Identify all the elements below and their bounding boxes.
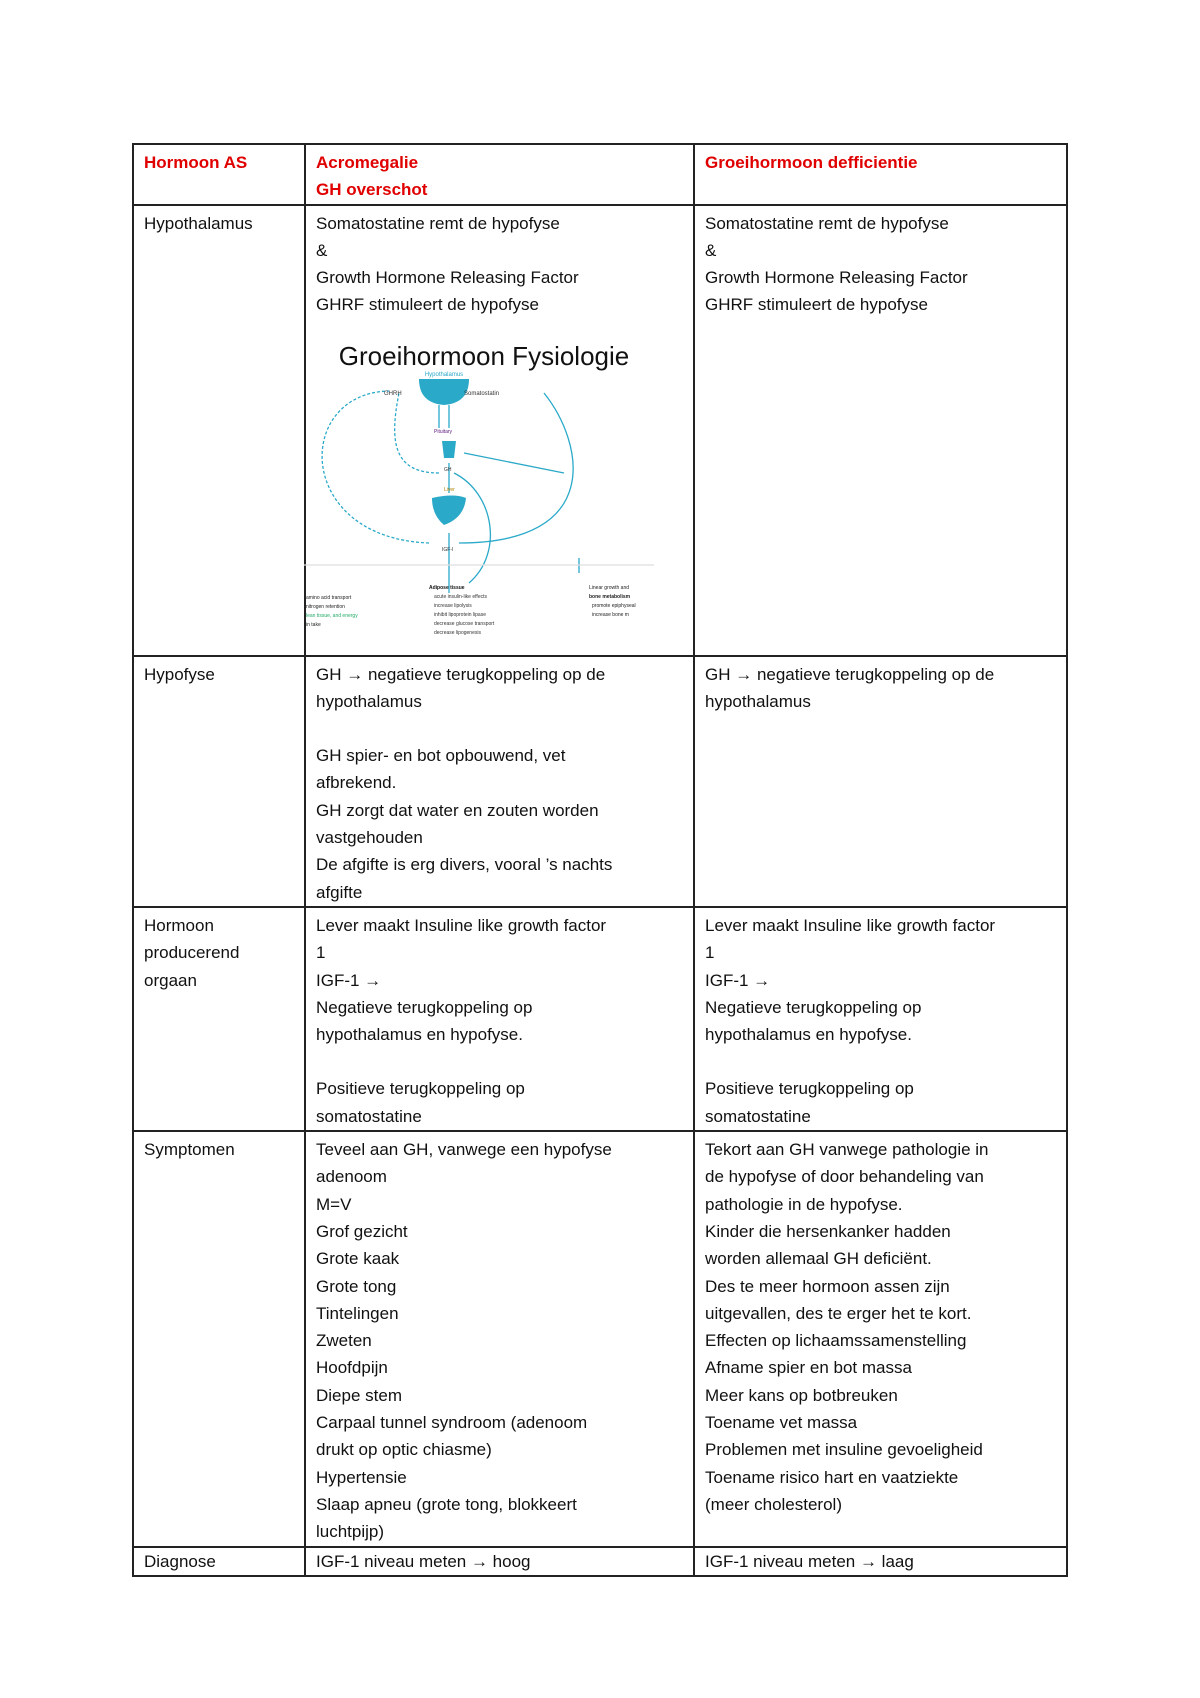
groeihormoon-fysiologie-diagram: [304, 333, 664, 645]
cell-line: Teveel aan GH, vanwege een hypofyse: [316, 1140, 612, 1160]
cell-line: hypothalamus: [316, 691, 422, 711]
cell-line: luchtpijp): [316, 1522, 385, 1542]
gh-label: GH: [444, 466, 452, 473]
cell-line: &: [705, 240, 717, 260]
header-gh-overschot: GH overschot: [316, 180, 428, 200]
svg-text:promote epiphyseal: promote epiphyseal: [592, 602, 636, 609]
cell-line: somatostatine: [705, 1106, 811, 1126]
cell-line: Slaap apneu (grote tong, blokkeert: [316, 1494, 577, 1514]
row-label: [133, 907, 305, 1131]
cell-line: GH → negatieve terugkoppeling op de: [705, 664, 995, 684]
deficientie-cell: [694, 1131, 1067, 1546]
cell-line: IGF-1 niveau meten → hoog: [316, 1551, 531, 1571]
left-effects: [306, 595, 358, 628]
igf-label: IGF-I: [442, 546, 454, 553]
cell-line: Growth Hormone Releasing Factor: [316, 268, 579, 288]
cell-line: GHRF stimuleert de hypofyse: [316, 295, 539, 315]
cell-line: Des te meer hormoon assen zijn: [705, 1276, 950, 1296]
hypothalamus-label: Hypothalamus: [424, 371, 464, 378]
svg-text:inhibit lipoprotein lipase: inhibit lipoprotein lipase: [434, 611, 486, 618]
table-row: [133, 656, 1067, 907]
cell-line: GH → negatieve terugkoppeling op de: [316, 664, 606, 684]
cell-line: Somatostatine remt de hypofyse: [316, 213, 560, 233]
cell-line: Positieve terugkoppeling op: [705, 1079, 914, 1099]
cell-line: Zweten: [316, 1331, 372, 1351]
deficientie-cell: [694, 656, 1067, 907]
table-row: [133, 205, 1067, 656]
cell-line: Toename vet massa: [705, 1413, 858, 1433]
acromegalie-cell: [305, 1547, 694, 1576]
cell-line: de hypofyse of door behandeling van: [705, 1167, 984, 1187]
svg-text:decrease lipogenesis: decrease lipogenesis: [434, 629, 481, 636]
cell-line: Positieve terugkoppeling op: [316, 1079, 525, 1099]
cell-line: Afname spier en bot massa: [705, 1358, 912, 1378]
cell-line: GH spier- en bot opbouwend, vet: [316, 746, 566, 766]
cell-line: GHRF stimuleert de hypofyse: [705, 295, 928, 315]
cell-line: worden allemaal GH deficiënt.: [705, 1249, 932, 1269]
cell-line: [316, 1048, 683, 1075]
bone-effects: [589, 585, 636, 618]
cell-line: IGF-1 →: [316, 970, 382, 990]
cell-line: (meer cholesterol): [705, 1494, 842, 1514]
hypothalamus-shape: [419, 379, 469, 405]
table-row: [133, 1547, 1067, 1576]
cell-line: Grote kaak: [316, 1249, 400, 1269]
cell-line: Negatieve terugkoppeling op: [316, 997, 533, 1017]
header-groeihormoon-deficientie: Groeihormoon defficientie: [705, 153, 918, 172]
liver-label: Liver: [444, 486, 455, 493]
cell-line: afbrekend.: [316, 773, 397, 793]
header-hormoon-as: Hormoon AS: [144, 153, 248, 172]
feedback-arrows: [304, 391, 654, 593]
pituitary-shape: [442, 441, 456, 458]
cell-line: Meer kans op botbreuken: [705, 1385, 898, 1405]
cell-line: Kinder die hersenkanker hadden: [705, 1221, 951, 1241]
cell-line: [316, 715, 683, 742]
cell-line: IGF-1 →: [705, 970, 771, 990]
liver-shape: [432, 495, 466, 525]
cell-line: producerend: [144, 943, 240, 963]
cell-line: Grote tong: [316, 1276, 397, 1296]
cell-line: 1: [316, 943, 326, 963]
cell-line: Effecten op lichaamssamenstelling: [705, 1331, 967, 1351]
cell-line: Tekort aan GH vanwege pathologie in: [705, 1140, 989, 1160]
hormone-comparison-table: [132, 143, 1068, 1577]
cell-line: Negatieve terugkoppeling op: [705, 997, 922, 1017]
cell-line: Carpaal tunnel syndroom (adenoom: [316, 1413, 588, 1433]
cell-line: Lever maakt Insuline like growth factor: [316, 915, 607, 935]
row-label: Hypofyse: [133, 656, 305, 907]
cell-line: M=V: [316, 1194, 352, 1214]
cell-line: Diepe stem: [316, 1385, 402, 1405]
cell-line: afgifte: [316, 882, 363, 902]
svg-text:lean tissue, and energy: lean tissue, and energy: [306, 612, 358, 619]
acromegalie-cell: [305, 907, 694, 1131]
deficientie-cell: [694, 205, 1067, 656]
cell-line: somatostatine: [316, 1106, 422, 1126]
cell-line: Tintelingen: [316, 1303, 399, 1323]
adipose-effects: [434, 594, 495, 636]
cell-line: Hypertensie: [316, 1467, 407, 1487]
svg-text:decrease glucose transport: decrease glucose transport: [434, 620, 495, 627]
table-header-row: [133, 144, 1067, 205]
cell-line: orgaan: [144, 970, 197, 990]
row-label: Hypothalamus: [133, 205, 305, 656]
row-label: Symptomen: [133, 1131, 305, 1546]
acromegalie-cell: [305, 205, 694, 656]
svg-text:amino acid transport: amino acid transport: [306, 594, 352, 601]
cell-line: De afgifte is erg divers, vooral ’s nachts: [316, 855, 613, 875]
deficientie-cell: [694, 907, 1067, 1131]
cell-line: pathologie in de hypofyse.: [705, 1194, 903, 1214]
adipose-label: Adipose tissue: [429, 584, 465, 591]
cell-line: 1: [705, 943, 715, 963]
deficientie-cell: [694, 1547, 1067, 1576]
cell-line: hypothalamus en hypofyse.: [705, 1025, 912, 1045]
cell-line: vastgehouden: [316, 828, 423, 848]
cell-line: [705, 1048, 1056, 1075]
diagram-title: Groeihormoon Fysiologie: [338, 340, 630, 371]
cell-line: adenoom: [316, 1167, 387, 1187]
svg-text:increase bone m: increase bone m: [592, 611, 629, 618]
svg-text:increase lipolysis: increase lipolysis: [434, 602, 472, 609]
cell-line: Hormoon: [144, 915, 214, 935]
pituitary-label: Pituitary: [434, 428, 453, 435]
cell-line: Toename risico hart en vaatziekte: [705, 1467, 959, 1487]
cell-line: &: [316, 240, 328, 260]
acromegalie-cell: [305, 656, 694, 907]
cell-line: uitgevallen, des te erger het te kort.: [705, 1303, 972, 1323]
cell-line: IGF-1 niveau meten → laag: [705, 1551, 914, 1571]
cell-line: Problemen met insuline gevoeligheid: [705, 1440, 983, 1460]
acromegalie-cell: [305, 1131, 694, 1546]
cell-line: Lever maakt Insuline like growth factor: [705, 915, 996, 935]
svg-text:bone metabolism: bone metabolism: [589, 593, 631, 600]
cell-line: Growth Hormone Releasing Factor: [705, 268, 968, 288]
header-acromegalie: Acromegalie: [316, 153, 419, 172]
svg-text:acute insulin-like effects: acute insulin-like effects: [434, 593, 487, 600]
ghrh-label: GHRH: [384, 390, 402, 397]
svg-text:nitrogen retention: nitrogen retention: [306, 603, 345, 610]
cell-line: Grof gezicht: [316, 1221, 408, 1241]
cell-line: hypothalamus en hypofyse.: [316, 1025, 523, 1045]
cell-line: Hoofdpijn: [316, 1358, 388, 1378]
svg-text:Linear growth and: Linear growth and: [589, 584, 630, 591]
cell-line: GH zorgt dat water en zouten worden: [316, 800, 599, 820]
table-row: [133, 907, 1067, 1131]
svg-text:in take: in take: [306, 621, 321, 628]
table-row: [133, 1131, 1067, 1546]
cell-line: drukt op optic chiasme): [316, 1440, 492, 1460]
row-label: Diagnose: [133, 1547, 305, 1576]
cell-line: hypothalamus: [705, 691, 811, 711]
cell-line: Somatostatine remt de hypofyse: [705, 213, 949, 233]
somatostatin-label: Somatostatin: [464, 390, 500, 397]
